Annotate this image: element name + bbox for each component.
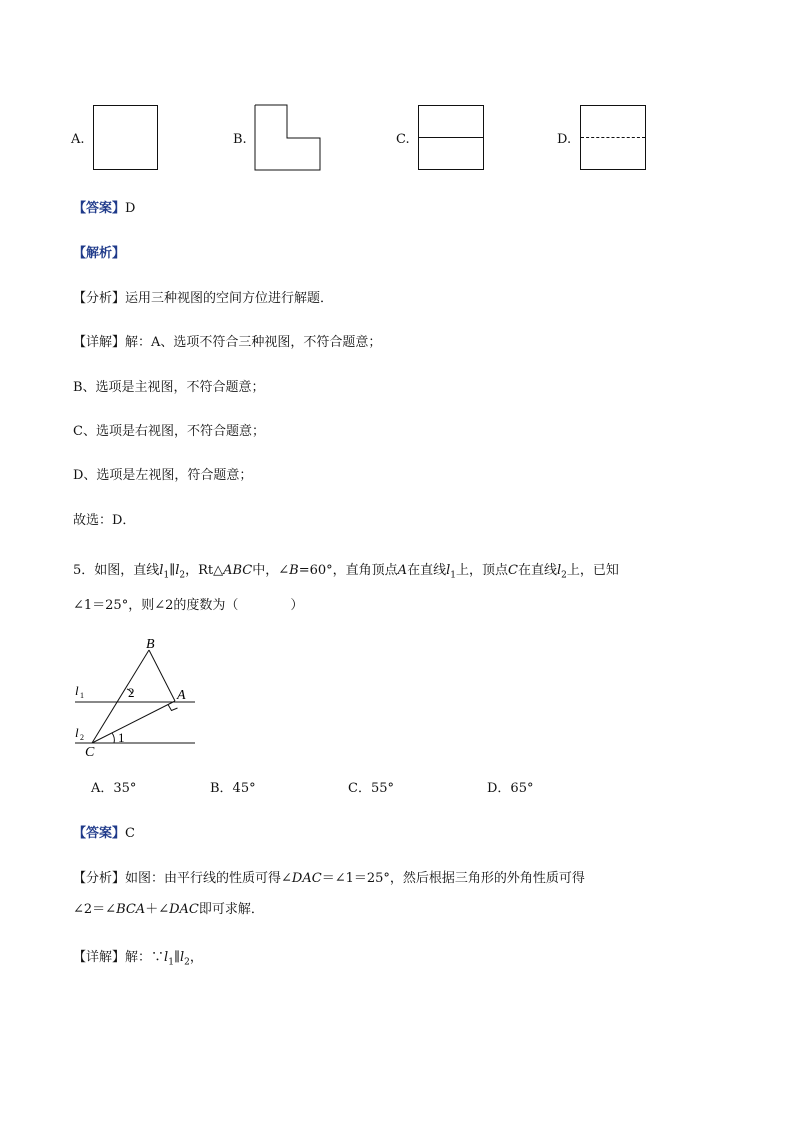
stem-text: 上，顶点 [455,563,508,578]
q5-stem-line-1 [73,563,619,584]
fenxi-tag: 【分析】 [73,871,126,886]
stem-text: ，Rt△ [185,563,224,578]
label-angle-1: 1 [118,730,125,745]
var-b: B [289,563,299,578]
label-angle-2: 2 [128,685,135,700]
q4-fenxi [73,291,333,307]
option-a-square-figure [93,105,158,170]
label-l2-sub: 2 [80,733,84,742]
fenxi-text: ＝∠1＝25°，然后根据三角形的外角性质可得 [321,871,585,886]
q5-option-b: B．45° [210,781,256,796]
sub-2: 2 [561,570,567,581]
solid-divider-line [419,137,483,138]
q4-detail-line-1 [73,335,381,351]
q4-analysis-heading [73,246,125,262]
option-c-solid-line-figure [418,105,484,170]
var-l1: l [159,563,164,578]
q5-option-d: D．65° [487,781,534,796]
stem-text: 在直线 [517,563,557,578]
label-l2: l [75,725,79,740]
var-c: C [508,563,518,578]
option-b-label: B. [233,132,247,147]
fenxi-text: ∠2＝∠ [73,902,117,917]
stem-text: =60°，直角顶点 [298,563,398,578]
answer-value: D [125,201,136,216]
detail-text: 解：A、选项不符合三种视图，不符合题意； [125,335,382,350]
q4-detail-line-4: D、选项是左视图，符合题意； [73,468,253,483]
sub-2: 2 [179,570,186,581]
fenxi-text: 如图：由平行线的性质可得∠ [125,871,292,886]
q4-detail-line-3: C、选项是右视图，不符合题意； [73,424,265,439]
label-a: A [177,688,186,703]
q5-geometry-figure [70,632,205,762]
q5-option-a: A．35° [91,781,137,796]
var-l1: l [164,950,169,965]
var-bca: BCA [116,902,146,917]
answer-tag: 【答案】 [73,826,126,841]
parallel-symbol: ∥ [169,563,176,578]
q5-stem-line-2: ∠1＝25°，则∠2的度数为（ ） [73,598,304,613]
detail-tag: 【详解】 [73,950,126,965]
sub-2: 2 [184,957,190,968]
stem-text: 5．如图，直线 [73,563,160,578]
stem-text: 在直线 [407,563,447,578]
option-b-l-shape-figure [254,104,322,172]
detail-text: ， [189,950,203,965]
q5-fenxi-line-2 [73,902,264,918]
q5-answer [73,826,135,842]
sub-1: 1 [168,957,174,968]
q5-fenxi-line-1 [73,871,585,887]
option-d-label: D. [557,132,572,147]
answer-tag: 【答案】 [73,201,126,216]
var-abc: ABC [223,563,253,578]
segment-ba [149,650,175,701]
detail-text: 解：∵ [125,950,165,965]
parallel-symbol: ∥ [173,950,180,965]
analysis-tag: 【解析】 [73,246,126,261]
option-c-label: C. [396,132,410,147]
label-c: C [85,745,95,760]
var-l2: l [175,563,180,578]
label-l1-sub: 1 [80,691,84,700]
fenxi-text: ＋∠ [145,902,170,917]
sub-1: 1 [450,570,456,581]
var-l2: l [179,950,185,965]
q4-detail-line-5: 故选：D． [73,513,136,528]
q5-option-c: C．55° [348,781,394,796]
fenxi-tag: 【分析】 [73,291,126,306]
stem-text: 中，∠ [252,563,290,578]
q4-detail-line-2: B、选项是主视图，不符合题意； [73,380,265,395]
q5-detail-line-1 [73,950,203,971]
var-l2: l [556,563,562,578]
var-a: A [397,563,408,578]
fenxi-text: 运用三种视图的空间方位进行解题． [125,291,334,306]
var-dac: DAC [291,871,322,886]
detail-tag: 【详解】 [73,335,126,350]
dashed-divider-line [581,137,645,138]
angle-1-arc [112,733,114,743]
sub-1: 1 [163,570,170,581]
stem-text: 上，已知 [566,563,619,578]
option-a-label: A. [71,132,85,147]
answer-value: C [125,826,135,841]
label-b: B [146,637,155,652]
q4-answer [73,201,135,217]
fenxi-text: 即可求解． [198,902,264,917]
right-angle-mark [168,705,178,711]
var-dac: DAC [169,902,199,917]
option-d-dashed-line-figure [580,105,646,170]
var-l1: l [446,563,451,578]
label-l1: l [75,683,79,698]
